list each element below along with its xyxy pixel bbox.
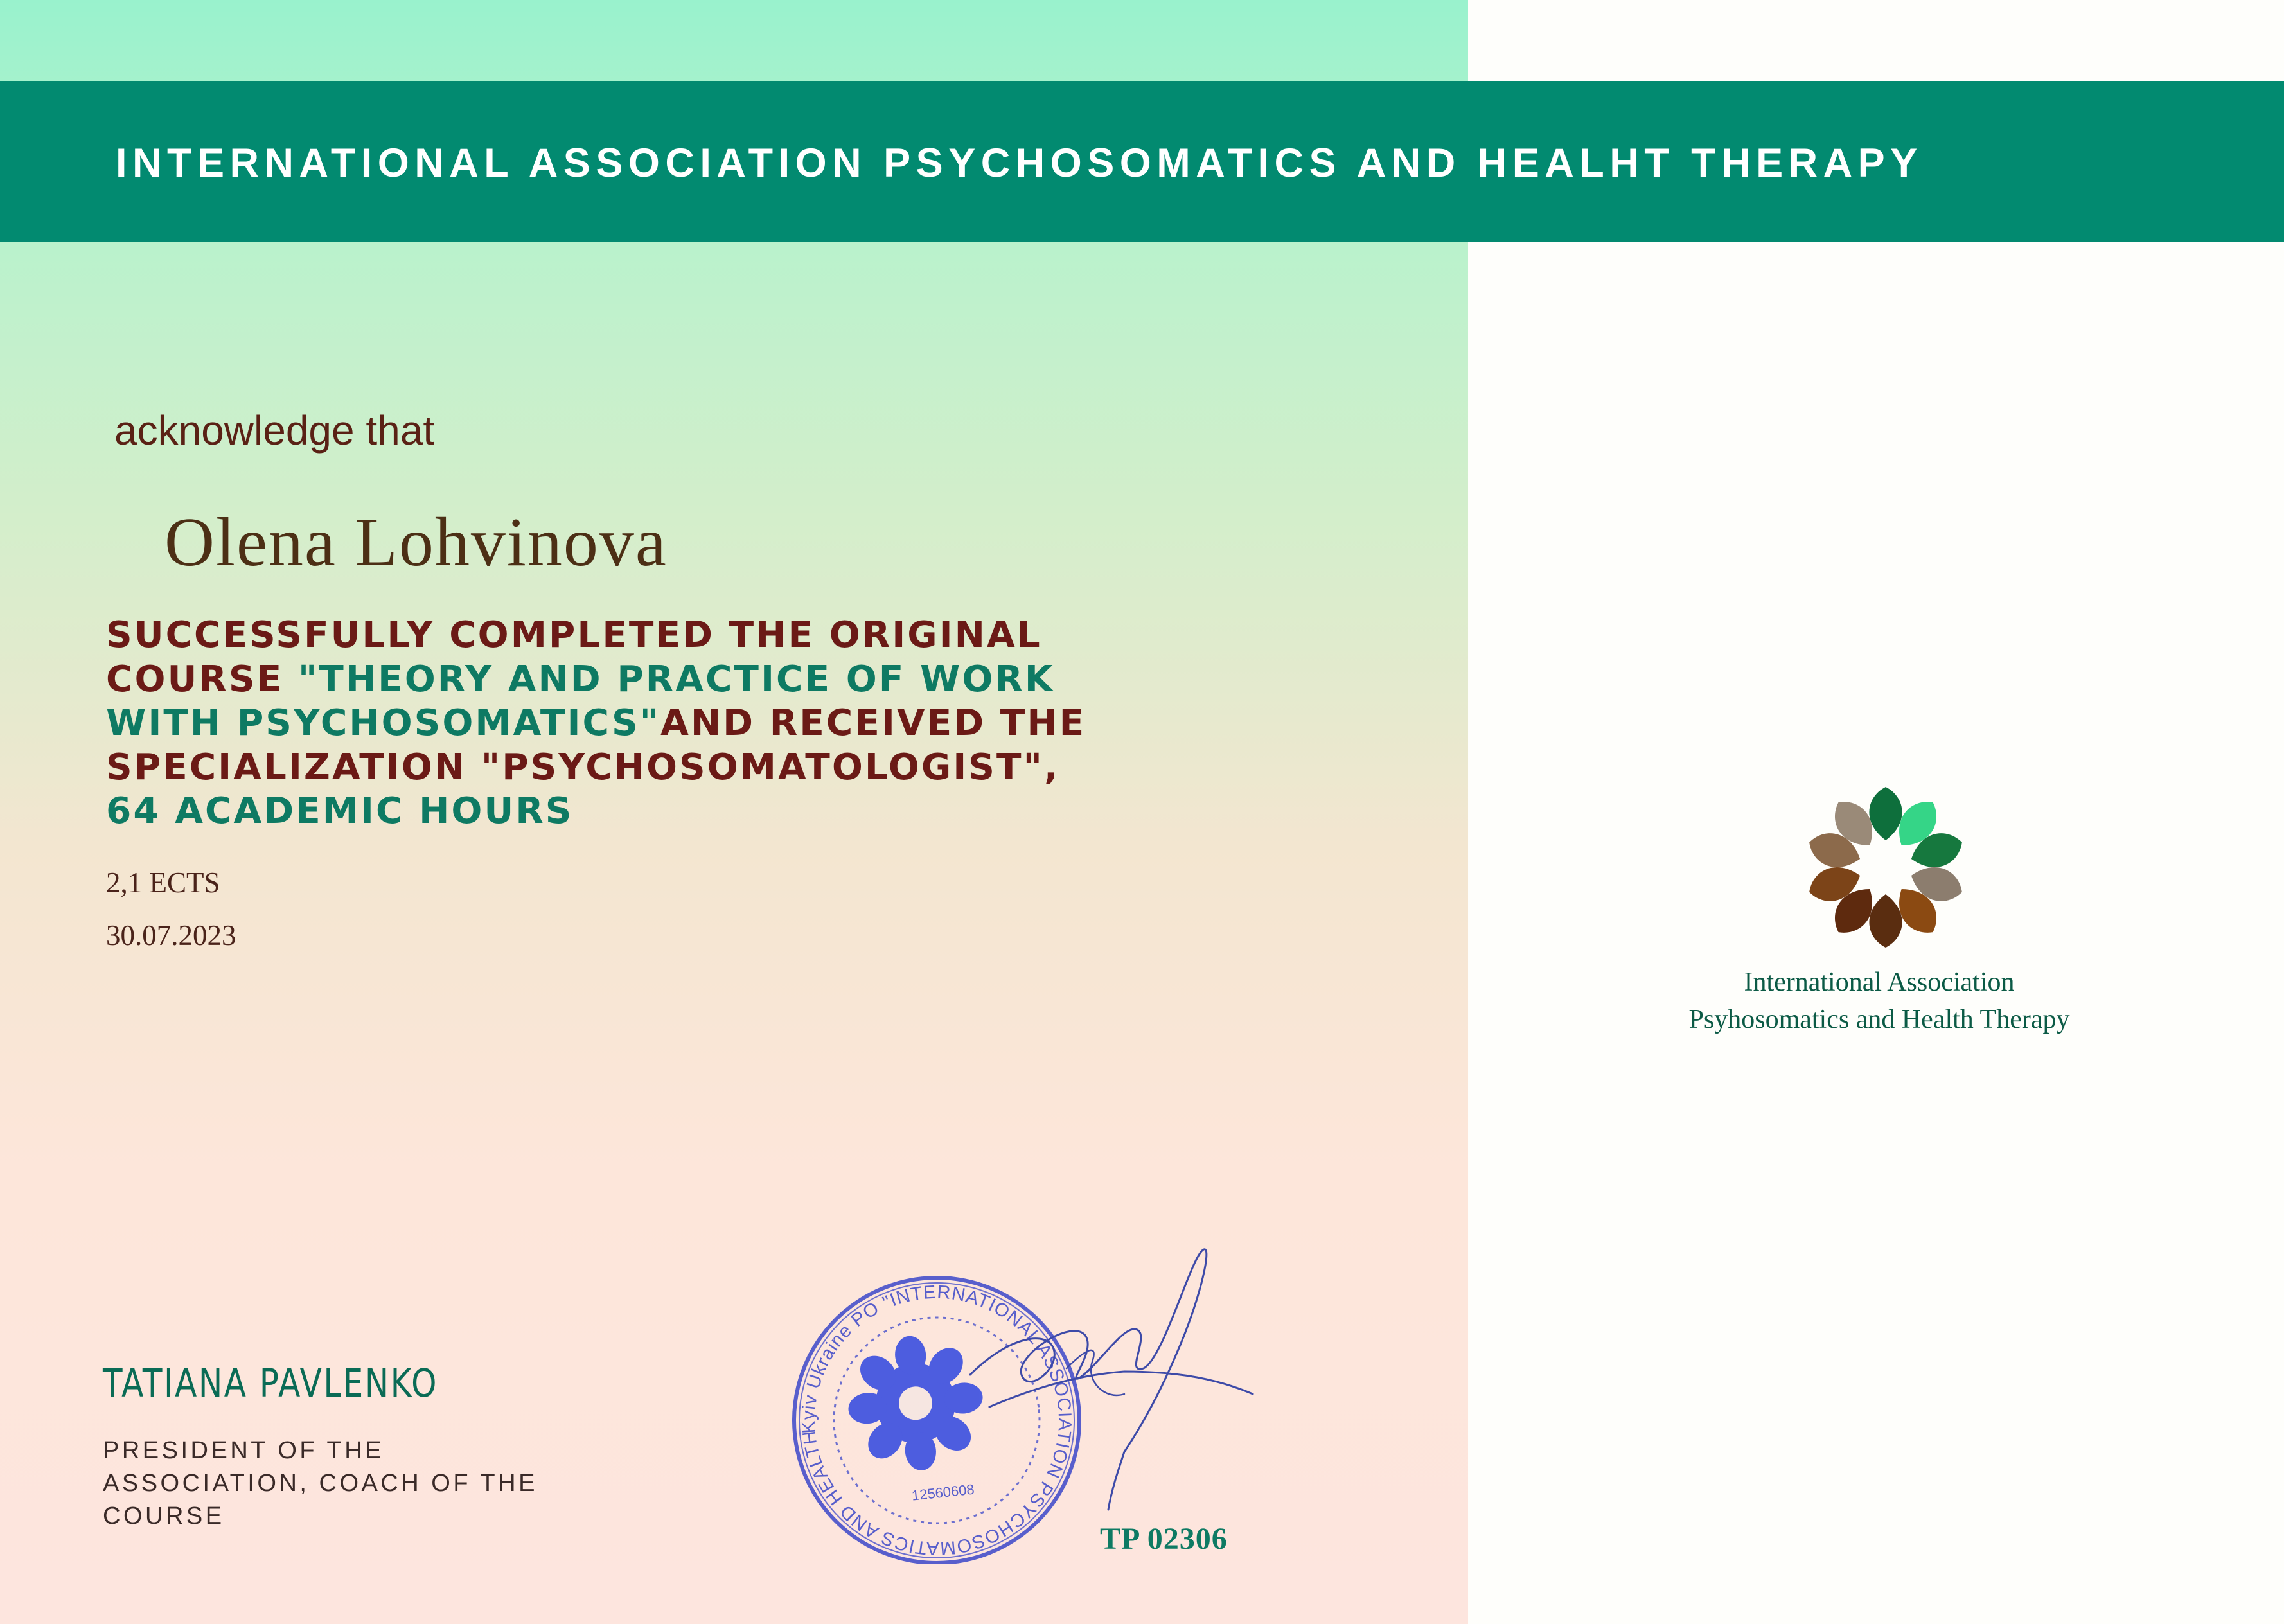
course-title: "THEORY AND PRACTICE OF WORK WITH PSYCHOSOMATICS" [106,658,1055,744]
course-hours: 64 ACADEMIC HOURS [106,790,574,832]
acknowledge-text: acknowledge that [114,407,435,454]
course-statement [106,613,1108,834]
issue-date: 30.07.2023 [106,919,236,951]
stamp-code: 12560608 [910,1481,975,1504]
logo-caption-line2: Psyhosomatics and Health Therapy [1688,1005,2070,1034]
signer-role: PRESIDENT OF THE ASSOCIATION, COACH OF THE COURSE [103,1437,538,1530]
course-statement-part1: SUCCESSFULLY COMPLETED THE ORIGINAL COURSE [106,614,1042,700]
signature [932,1240,1266,1522]
association-title: INTERNATIONAL ASSOCIATION PSYCHOSOMATICS AND HEALHT THERAPY [116,141,1923,186]
stamp-ring-text: Kyiv Ukraine PO "INTERNATIONAL ASSOCIATION PSYCHOSOMATICS AND HEALTH [798,1282,1076,1559]
recipient-name: Olena Lohvinova [164,504,668,581]
course-statement-part2: AND RECEIVED THE SPECIALIZATION "PSYCHOSOMATOLOGIST", [106,702,1086,788]
signer-name: TATIANA PAVLENKO [103,1361,438,1406]
certificate-number: TP 02306 [1100,1522,1228,1556]
logo-caption-line1: International Association [1744,967,2015,997]
logo-caption [1645,964,2114,1038]
association-flower-logo-icon [1786,768,1985,967]
ects-credits: 2,1 ECTS [106,867,220,899]
